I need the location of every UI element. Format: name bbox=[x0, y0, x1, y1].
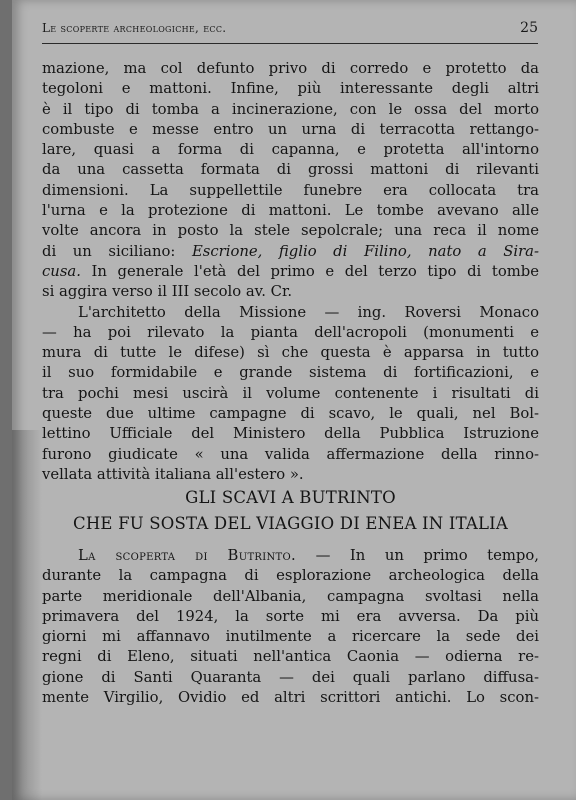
text-line: mente Virgilio, Ovidio ed altri scrittori antichi. Lo scon- bbox=[42, 689, 539, 707]
text-line: tra pochi mesi uscirà il volume contenente i risultati di bbox=[42, 384, 539, 402]
page-header bbox=[42, 20, 538, 36]
text-line: primavera del 1924, la sorte mi era avversa. Da più bbox=[42, 607, 539, 625]
running-head: Le scoperte archeologiche, ecc. bbox=[42, 21, 227, 35]
page-number: 25 bbox=[520, 20, 538, 36]
text-segment: di un siciliano: bbox=[42, 242, 192, 260]
stele-inscription-end: cusa. bbox=[42, 262, 81, 280]
text-segment: — In un primo tempo, bbox=[296, 547, 539, 564]
section-heading-line: GLI SCAVI A BUTRINTO bbox=[185, 488, 396, 507]
paragraph-discovery bbox=[42, 546, 539, 708]
paragraph-architect bbox=[42, 303, 539, 486]
text-line: parte meridionale dell'Albania, campagna svoltasi nella bbox=[42, 587, 539, 605]
text-line: regni di Eleno, situati nell'antica Caonia — odierna re- bbox=[42, 648, 539, 666]
text-line: lettino Ufficiale del Ministero della Pubblica Istruzione bbox=[42, 425, 539, 443]
paragraph-burials bbox=[42, 59, 539, 303]
text-line: lare, quasi a forma di capanna, e protetta all'intorno bbox=[42, 141, 539, 159]
header-rule bbox=[42, 43, 538, 44]
text-line bbox=[42, 262, 539, 282]
text-line bbox=[42, 242, 539, 262]
text-line: L'architetto della Missione — ing. Roversi Monaco bbox=[78, 303, 539, 321]
text-segment: In generale l'età del primo e del terzo tipo di tombe bbox=[80, 262, 539, 280]
text-line: combuste e messe entro un urna di terracotta rettango- bbox=[42, 120, 539, 138]
text-line: gione di Santi Quaranta — dei quali parlano diffusa- bbox=[42, 668, 539, 686]
paragraph-lead-in: La scoperta di Butrinto. bbox=[78, 547, 297, 564]
text-line: queste due ultime campagne di scavo, le quali, nel Bol- bbox=[42, 405, 539, 423]
stele-inscription: Escrione, figlio di Filino, nato a Sira- bbox=[191, 242, 539, 260]
text-line: si aggira verso il III secolo av. Cr. bbox=[42, 283, 293, 301]
text-line: giorni mi affannavo inutilmente a ricercare la sede dei bbox=[42, 628, 539, 646]
page-edge-shadow bbox=[12, 430, 42, 800]
text-line: il suo formidabile e grande sistema di fortificazioni, e bbox=[42, 364, 539, 382]
body-text-bottom bbox=[42, 546, 539, 708]
text-line: dimensioni. La suppellettile funebre era collocata tra bbox=[42, 181, 539, 199]
section-heading-line: CHE FU SOSTA DEL VIAGGIO DI ENEA IN ITALIA bbox=[73, 514, 508, 533]
text-line bbox=[42, 546, 539, 566]
text-line: mazione, ma col defunto privo di corredo e protetto da bbox=[42, 60, 539, 77]
body-text-top bbox=[42, 59, 539, 485]
text-line: furono giudicate « una valida affermazione della rinno- bbox=[42, 445, 539, 463]
section-heading bbox=[42, 485, 539, 537]
text-line: tegoloni e mattoni. Infine, più interessante degli altri bbox=[42, 80, 539, 98]
text-line: da una cassetta formata di grossi mattoni di rilevanti bbox=[42, 161, 539, 179]
text-line: durante la campagna di esplorazione archeologica della bbox=[42, 567, 539, 585]
text-line: vellata attività italiana all'estero ». bbox=[42, 465, 304, 483]
text-line: è il tipo di tomba a incinerazione, con le ossa del morto bbox=[42, 100, 539, 118]
text-line: — ha poi rilevato la pianta dell'acropoli (monumenti e bbox=[42, 323, 539, 341]
text-line: l'urna e la protezione di mattoni. Le tombe avevano alle bbox=[42, 202, 539, 220]
text-line: volte ancora in posto la stele sepolcrale; una reca il nome bbox=[42, 222, 539, 240]
text-line: mura di tutte le difese) sì che questa è apparsa in tutto bbox=[42, 344, 539, 362]
